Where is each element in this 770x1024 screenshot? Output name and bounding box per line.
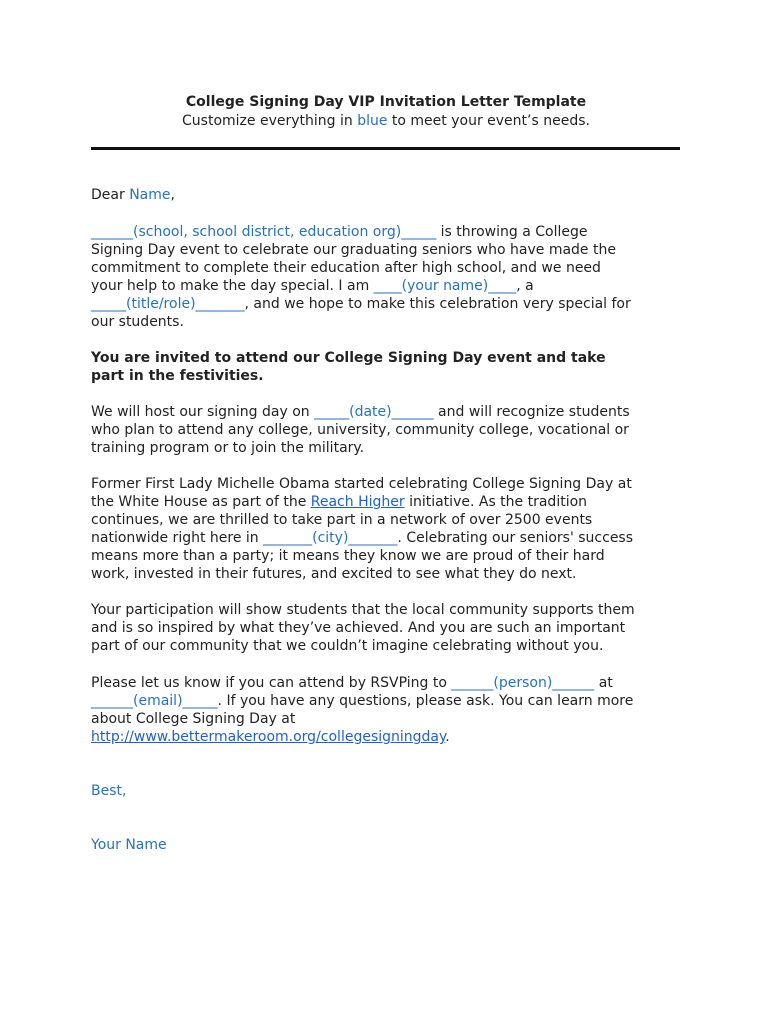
subtitle-blue-word: blue <box>357 113 388 129</box>
paragraph-line <box>91 674 683 692</box>
your-name-placeholder: ____(your name)____ <box>373 278 517 294</box>
paragraph-line: about College Signing Day at <box>91 711 296 727</box>
paragraph-line <box>91 728 683 746</box>
paragraph-line: Former First Lady Michelle Obama started celebrating College Signing Day at <box>91 476 632 492</box>
title-role-placeholder: _____(title/role)_______ <box>91 296 245 312</box>
paragraph-text: , and we hope to make this celebration very special for <box>244 296 631 312</box>
paragraph-line <box>91 692 683 710</box>
paragraph-text: your help to make the day special. I am <box>91 278 374 294</box>
paragraph-line: work, invested in their futures, and excited to see what they do next. <box>91 566 577 582</box>
paragraph-line: commitment to complete their education after high school, and we need <box>91 260 601 276</box>
paragraph-text: . <box>445 729 450 745</box>
paragraph-line: Your participation will show students that the local community supports them <box>91 602 635 618</box>
paragraph-text: and will recognize students <box>433 404 630 420</box>
paragraph-text: Please let us know if you can attend by RSVPing to <box>91 675 452 691</box>
subtitle-text-before: Customize everything in <box>182 113 358 129</box>
invitation-line: You are invited to attend our College Signing Day event and take <box>91 350 606 366</box>
school-placeholder: ______(school, school district, education org)_____ <box>91 224 437 240</box>
paragraph-line: Signing Day event to celebrate our graduating seniors who have made the <box>91 242 616 258</box>
paragraph-text: at <box>594 675 613 691</box>
greeting-comma: , <box>170 187 175 203</box>
paragraph-line <box>91 403 683 421</box>
greeting-name-placeholder: Name <box>129 187 171 203</box>
paragraph-text: nationwide right here in <box>91 530 264 546</box>
paragraph-line <box>91 493 683 511</box>
closing-your-name: Your Name <box>91 837 167 853</box>
paragraph-text: . Celebrating our seniors' success <box>397 530 634 546</box>
document-title: College Signing Day VIP Invitation Letter Template <box>185 94 587 110</box>
closing-best: Best, <box>91 783 127 799</box>
invitation-line: part in the festivities. <box>91 368 264 384</box>
person-placeholder: ______(person)______ <box>451 675 595 691</box>
bettermakeroom-link[interactable]: http://www.bettermakeroom.org/collegesigningday <box>91 729 446 745</box>
greeting-dear: Dear <box>91 187 130 203</box>
greeting-line <box>91 186 683 204</box>
paragraph-line: continues, we are thrilled to take part in a network of over 2500 events <box>91 512 593 528</box>
date-placeholder: _____(date)______ <box>314 404 434 420</box>
header-divider <box>91 147 680 150</box>
paragraph-line <box>91 529 683 547</box>
paragraph-text: . If you have any questions, please ask. You can learn more <box>217 693 634 709</box>
paragraph-line: and is so inspired by what they’ve achieved. And you are such an important <box>91 620 626 636</box>
paragraph-text: initiative. As the tradition <box>404 494 588 510</box>
paragraph-line <box>91 223 683 241</box>
paragraph-text: We will host our signing day on <box>91 404 315 420</box>
reach-higher-link[interactable]: Reach Higher <box>310 494 405 510</box>
paragraph-line: our students. <box>91 314 184 330</box>
paragraph-text: is throwing a College <box>436 224 588 240</box>
email-placeholder: ______(email)_____ <box>91 693 218 709</box>
paragraph-text: the White House as part of the <box>91 494 311 510</box>
paragraph-line: who plan to attend any college, university, community college, vocational or <box>91 422 629 438</box>
paragraph-line: part of our community that we couldn’t imagine celebrating without you. <box>91 638 604 654</box>
paragraph-line <box>91 277 683 295</box>
document-subtitle <box>91 112 681 130</box>
paragraph-line <box>91 295 683 313</box>
subtitle-text-after: to meet your event’s needs. <box>387 113 590 129</box>
paragraph-line: means more than a party; it means they know we are proud of their hard <box>91 548 605 564</box>
paragraph-line: training program or to join the military. <box>91 440 365 456</box>
paragraph-text: , a <box>516 278 534 294</box>
city-placeholder: _______(city)_______ <box>263 530 398 546</box>
